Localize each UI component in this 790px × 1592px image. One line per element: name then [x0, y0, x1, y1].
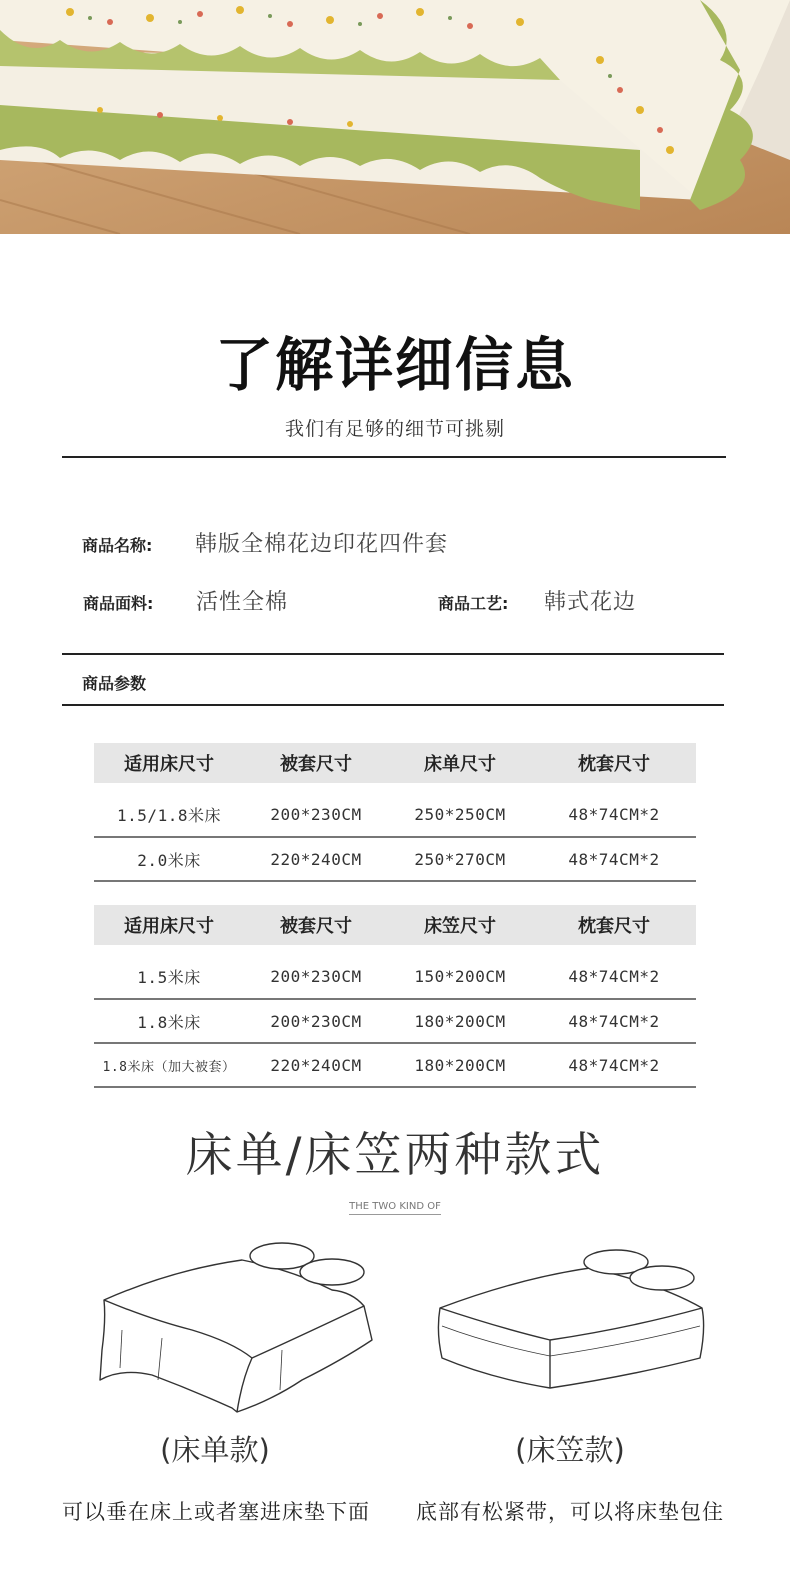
- table-cell: 200*230CM: [244, 793, 388, 837]
- table-row: [94, 837, 696, 881]
- table-cell: 1.5/1.8米床: [94, 793, 244, 837]
- sheet-size-table: [94, 743, 696, 882]
- craft-label: 商品工艺:: [438, 594, 509, 613]
- table-header: 适用床尺寸: [94, 743, 244, 783]
- table-header: 床笠尺寸: [388, 905, 532, 945]
- table-row: [94, 793, 696, 837]
- fitted-size-table: [94, 905, 696, 1088]
- table-cell: 48*74CM*2: [532, 999, 696, 1043]
- hero-photo: [0, 0, 790, 234]
- fitted-sheet-bed-icon: [430, 1248, 720, 1408]
- table-row: [94, 999, 696, 1043]
- styles-subtitle-text: THE TWO KIND OF: [349, 1201, 441, 1215]
- table-row: [94, 955, 696, 999]
- flat-sheet-description: 可以垂在床上或者塞进床垫下面: [62, 1500, 370, 1524]
- table-cell: 48*74CM*2: [532, 837, 696, 881]
- table-cell: 180*200CM: [388, 999, 532, 1043]
- params-label: 商品参数: [82, 674, 147, 693]
- page-subtitle: 我们有足够的细节可挑剔: [284, 418, 505, 440]
- table-header-row: [94, 743, 696, 783]
- table-cell: 1.8米床（加大被套）: [94, 1043, 244, 1087]
- table-cell: 220*240CM: [244, 1043, 388, 1087]
- table-cell: 200*230CM: [244, 955, 388, 999]
- table-row: [94, 1043, 696, 1087]
- craft-value: 韩式花边: [544, 590, 637, 615]
- divider: [62, 653, 724, 655]
- divider: [62, 456, 726, 458]
- flat-sheet-bed-icon: [92, 1240, 382, 1420]
- fitted-sheet-description: 底部有松紧带，可以将床垫包住: [416, 1500, 724, 1524]
- fabric-label: 商品面料:: [83, 594, 154, 613]
- table-cell: 2.0米床: [94, 837, 244, 881]
- table-cell: 1.8米床: [94, 999, 244, 1043]
- product-name-value: 韩版全棉花边印花四件套: [195, 532, 449, 557]
- table-header: 适用床尺寸: [94, 905, 244, 945]
- table-cell: 220*240CM: [244, 837, 388, 881]
- page-title: 了解详细信息: [214, 331, 575, 399]
- bedding-photo-illustration: [0, 0, 790, 234]
- table-cell: 250*250CM: [388, 793, 532, 837]
- fitted-sheet-caption: (床笠款): [515, 1433, 625, 1467]
- fabric-value: 活性全棉: [196, 590, 289, 615]
- table-cell: 48*74CM*2: [532, 955, 696, 999]
- table-header: 被套尺寸: [244, 905, 388, 945]
- table-header: 被套尺寸: [244, 743, 388, 783]
- table-header: 床单尺寸: [388, 743, 532, 783]
- table-header-row: [94, 905, 696, 945]
- product-name-label: 商品名称:: [82, 536, 153, 555]
- table-cell: 250*270CM: [388, 837, 532, 881]
- flat-sheet-caption: (床单款): [160, 1433, 270, 1467]
- table-cell: 150*200CM: [388, 955, 532, 999]
- table-cell: 1.5米床: [94, 955, 244, 999]
- divider: [62, 704, 724, 706]
- styles-title: 床单/床笠两种款式: [185, 1128, 605, 1183]
- table-cell: 48*74CM*2: [532, 793, 696, 837]
- styles-subtitle: [0, 1201, 790, 1212]
- table-cell: 200*230CM: [244, 999, 388, 1043]
- table-header: 枕套尺寸: [532, 743, 696, 783]
- table-cell: 180*200CM: [388, 1043, 532, 1087]
- table-cell: 48*74CM*2: [532, 1043, 696, 1087]
- table-header: 枕套尺寸: [532, 905, 696, 945]
